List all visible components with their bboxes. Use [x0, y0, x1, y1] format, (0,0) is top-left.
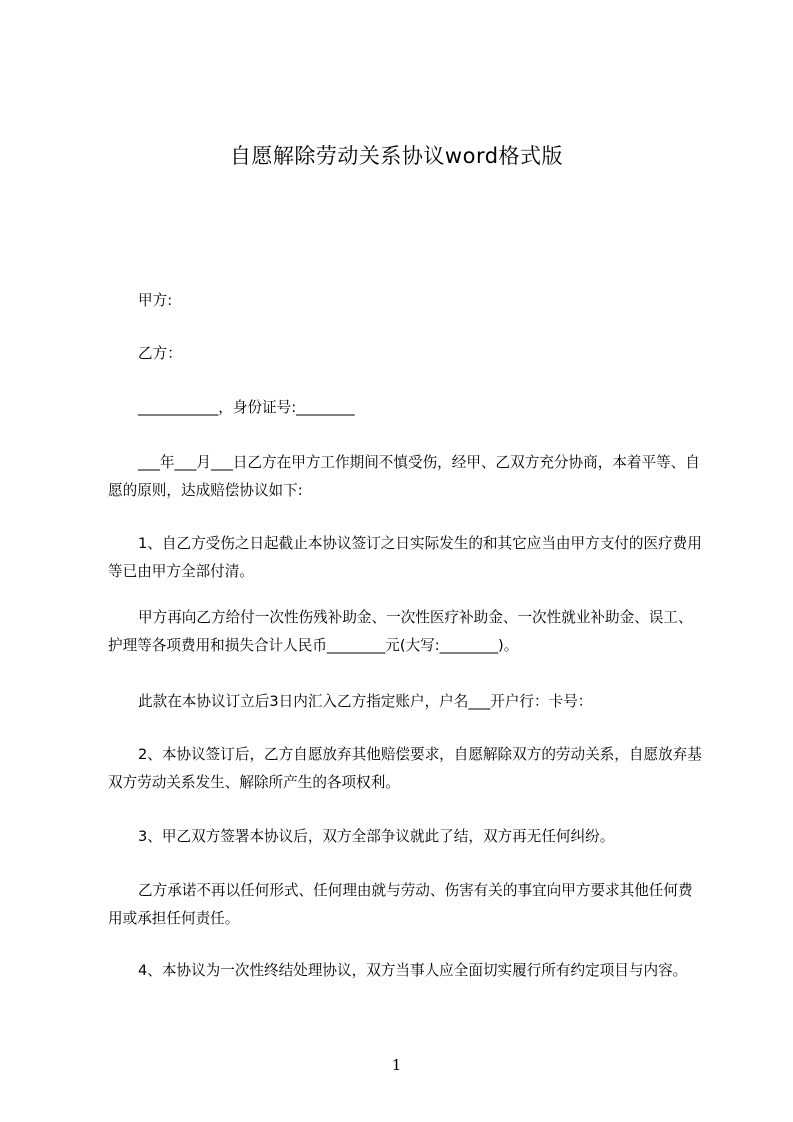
compensation-paragraph: 甲方再向乙方给付一次性伤残补助金、一次性医疗补助金、一次性就业补助金、误工、护理等各项费用和损失合计人民币________元(大写:________)。 — [108, 609, 693, 654]
clause-2-paragraph: 2、本协议签订后，乙方自愿放弃其他赔偿要求，自愿解除双方的劳动关系，自愿放弃基双方劳动关系发生、解除所产生的各项权利。 — [108, 746, 702, 791]
clause-1-paragraph: 1、自乙方受伤之日起截止本协议签订之日实际发生的和其它应当由甲方支付的医疗费用等已由甲方全部付清。 — [108, 535, 702, 580]
clause-4-paragraph: 4、本协议为一次性终结处理协议，双方当事人应全面切实履行所有约定项目与内容。 — [138, 962, 688, 979]
clause-3-paragraph: 3、甲乙双方签署本协议后，双方全部争议就此了结，双方再无任何纠纷。 — [138, 828, 615, 845]
page-number: 1 — [391, 1056, 402, 1074]
intro-paragraph: ___年___月___日乙方在甲方工作期间不慎受伤，经甲、乙双方充分协商，本着平等、自愿的原则，达成赔偿协议如下: — [108, 454, 700, 499]
payment-account-paragraph: 此款在本协议订立后3日内汇入乙方指定账户，户名___开户行：卡号： — [138, 693, 593, 710]
document-title: 自愿解除劳动关系协议word格式版 — [229, 144, 564, 168]
party-a-line: 甲方: — [138, 292, 173, 309]
party-b-commitment-paragraph: 乙方承诺不再以任何形式、任何理由就与劳动、伤害有关的事宜向甲方要求其他任何费用或承担任何责任。 — [108, 882, 693, 927]
id-number-line: ___________，身份证号:________ — [138, 399, 355, 416]
party-b-line: 乙方： — [138, 345, 182, 362]
